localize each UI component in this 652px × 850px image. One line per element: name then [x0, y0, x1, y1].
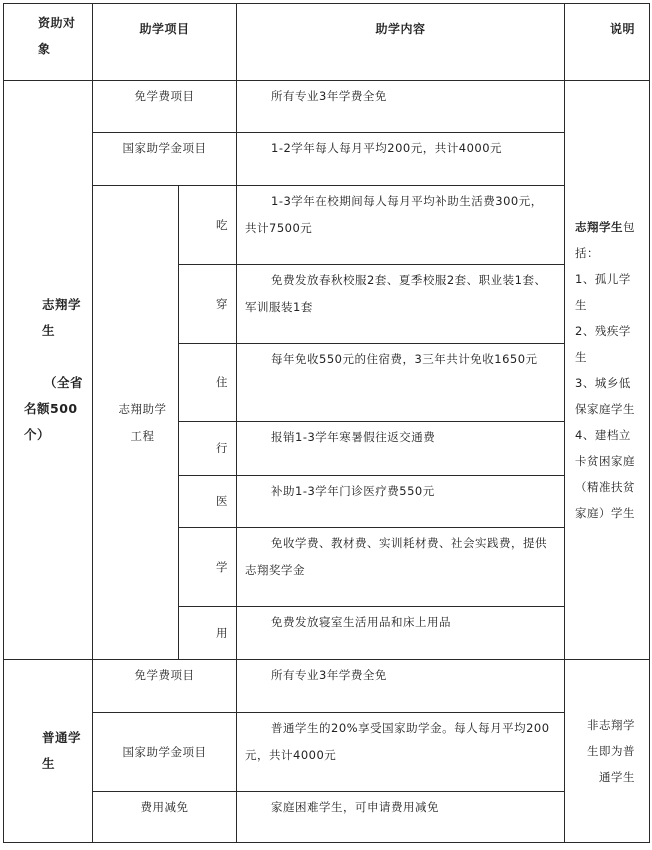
content-eat: 1-3学年在校期间每人每月平均补助生活费300元，共计7500元: [237, 186, 565, 265]
table-row: [4, 81, 650, 133]
content-wear: 免费发放春秋校服2套、夏季校服2套、职业装1套、军训服装1套: [237, 265, 565, 344]
cat-live: 住: [179, 344, 237, 422]
note-zhixiang: 志翔学生包括： 1、孤儿学生 2、残疾学生 3、城乡低保家庭学生 4、建档立卡贫困家庭（精准扶贫家庭）学生: [565, 81, 650, 660]
table-row: [4, 660, 650, 713]
content-medical: 补助1-3学年门诊医疗费550元: [237, 476, 565, 528]
target-ordinary: 普通学生: [4, 660, 93, 843]
cat-wear: 穿: [179, 265, 237, 344]
project-ordinary-free-tuition: 免学费项目: [93, 660, 237, 713]
cat-supplies: 用: [179, 607, 237, 660]
content-national-grant: 1-2学年每人每月平均200元，共计4000元: [237, 133, 565, 186]
content-supplies: 免费发放寝室生活用品和床上用品: [237, 607, 565, 660]
content-live: 每年免收550元的住宿费，3三年共计免收1650元: [237, 344, 565, 422]
project-fee-reduction: 费用减免: [93, 792, 237, 843]
table-row: [4, 133, 650, 186]
target-zhixiang: 志翔学 生 （全省名额500个）: [4, 81, 93, 660]
project-free-tuition: 免学费项目: [93, 81, 237, 133]
cat-medical: 医: [179, 476, 237, 528]
header-target-text: 资助对象: [38, 16, 76, 56]
cat-travel: 行: [179, 422, 237, 476]
content-travel: 报销1-3学年寒暑假往返交通费: [237, 422, 565, 476]
table-row: [4, 186, 650, 265]
header-project: 助学项目: [93, 4, 237, 81]
content-ordinary-free-tuition: 所有专业3年学费全免: [237, 660, 565, 713]
project-national-grant: 国家助学金项目: [93, 133, 237, 186]
cat-eat: 吃: [179, 186, 237, 265]
table-row: [4, 792, 650, 843]
content-fee-reduction: 家庭困难学生，可申请费用减免: [237, 792, 565, 843]
header-target: [4, 4, 93, 81]
note-title: 志翔学生: [575, 220, 624, 234]
subsidy-table: [3, 3, 650, 843]
program-zhixiang: 志翔助学工程: [93, 186, 179, 660]
project-ordinary-grant: 国家助学金项目: [93, 713, 237, 792]
header-note: 说明: [565, 4, 650, 81]
note-ordinary: 非志翔学生即为普通学生: [565, 660, 650, 843]
content-free-tuition: 所有专业3年学费全免: [237, 81, 565, 133]
header-content: 助学内容: [237, 4, 565, 81]
table-row: [4, 713, 650, 792]
content-ordinary-grant: 普通学生的20%享受国家助学金。每人每月平均200元，共计4000元: [237, 713, 565, 792]
cat-study: 学: [179, 528, 237, 607]
header-row: [4, 4, 650, 81]
content-study: 免收学费、教材费、实训耗材费、社会实践费，提供志翔奖学金: [237, 528, 565, 607]
